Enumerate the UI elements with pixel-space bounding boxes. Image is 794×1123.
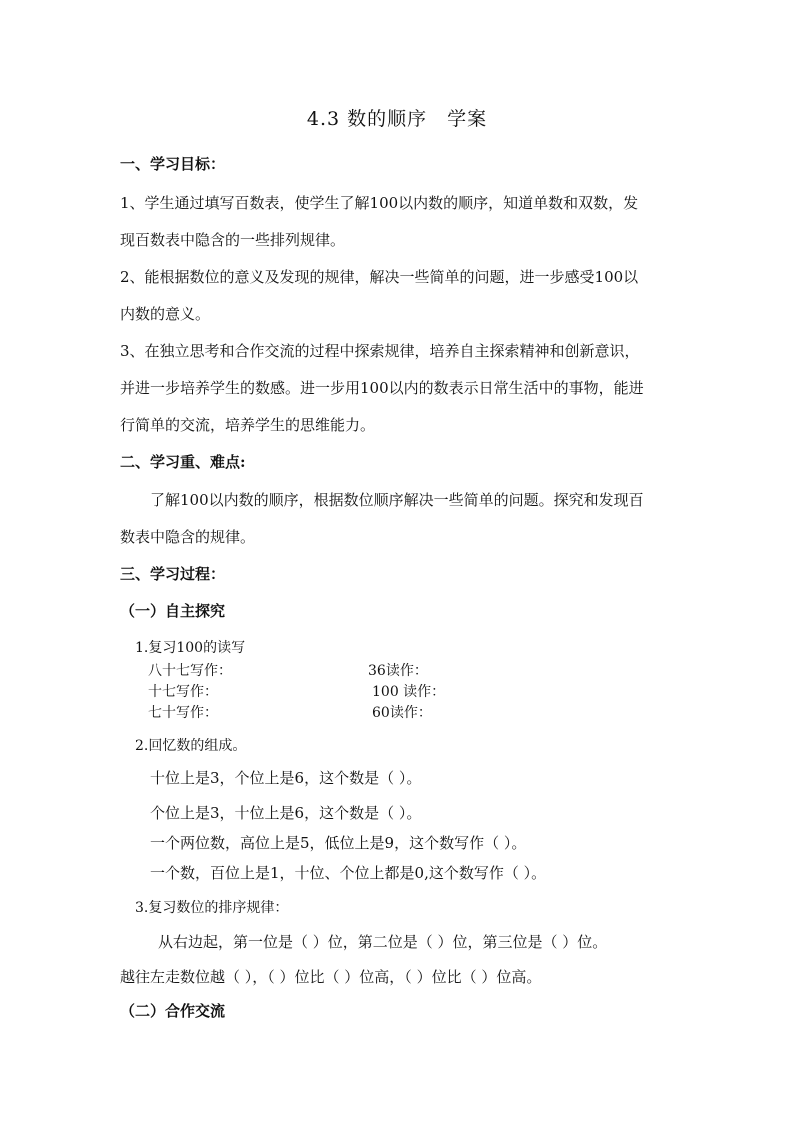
q1-row-1-right: 36读作： — [368, 663, 428, 679]
key-points-heading: 二、学习重、难点: — [120, 453, 246, 471]
q1-row-3-left: 七十写作： — [148, 705, 218, 721]
goal-3-line-1: 3、在独立思考和合作交流的过程中探索规律，培养自主探索精神和创新意识， — [120, 342, 640, 360]
q3-title: 3.复习数位的排序规律： — [135, 900, 289, 916]
q1-title: 1.复习100的读写 — [135, 640, 246, 656]
goal-3-line-3: 行简单的交流，培养学生的思维能力。 — [120, 416, 376, 434]
goal-2-line-1: 2、能根据数位的意义及发现的规律，解决一些简单的问题，进一步感受100以 — [120, 268, 639, 286]
q3-line-2: 越往左走数位越（ ），（ ）位比（ ）位高，（ ）位比（ ）位高。 — [120, 968, 542, 986]
q1-row-2-left: 十七写作： — [148, 684, 218, 700]
q2-line-2: 个位上是3，十位上是6，这个数是（ ）。 — [150, 804, 422, 822]
q2-line-4: 一个数，百位上是1，十位、个位上都是0,这个数写作（ ）。 — [150, 864, 547, 882]
key-points-line-2: 数表中隐含的规律。 — [120, 528, 256, 546]
q1-row-3-right: 60读作： — [372, 705, 432, 721]
goals-heading: 一、学习目标： — [120, 155, 226, 173]
part1-heading: （一）自主探究 — [120, 602, 226, 620]
q3-line-1: 从右边起，第一位是（ ）位，第二位是（ ）位，第三位是（ ）位。 — [158, 933, 608, 951]
goal-1-line-2: 现百数表中隐含的一些排列规律。 — [120, 231, 346, 249]
page-title: 4.3 数的顺序 学案 — [306, 108, 488, 130]
goal-1-line-1: 1、学生通过填写百数表，使学生了解100以内数的顺序，知道单数和双数，发 — [120, 194, 639, 212]
q2-line-3: 一个两位数，高位上是5，低位上是9，这个数写作（ ）。 — [150, 834, 527, 852]
goal-3-line-2: 并进一步培养学生的数感。进一步用100以内的数表示日常生活中的事物，能进 — [120, 379, 644, 397]
process-heading: 三、学习过程： — [120, 565, 226, 583]
q2-line-1: 十位上是3，个位上是6，这个数是（ ）。 — [150, 769, 422, 787]
q2-title: 2.回忆数的组成。 — [135, 738, 247, 754]
part2-heading: （二）合作交流 — [120, 1002, 226, 1020]
q1-row-2-right: 100 读作： — [372, 684, 446, 700]
goal-2-line-2: 内数的意义。 — [120, 305, 211, 323]
q1-row-1-left: 八十七写作： — [148, 663, 232, 679]
key-points-line-1: 了解100以内数的顺序，根据数位顺序解决一些简单的问题。探究和发现百 — [150, 491, 644, 509]
